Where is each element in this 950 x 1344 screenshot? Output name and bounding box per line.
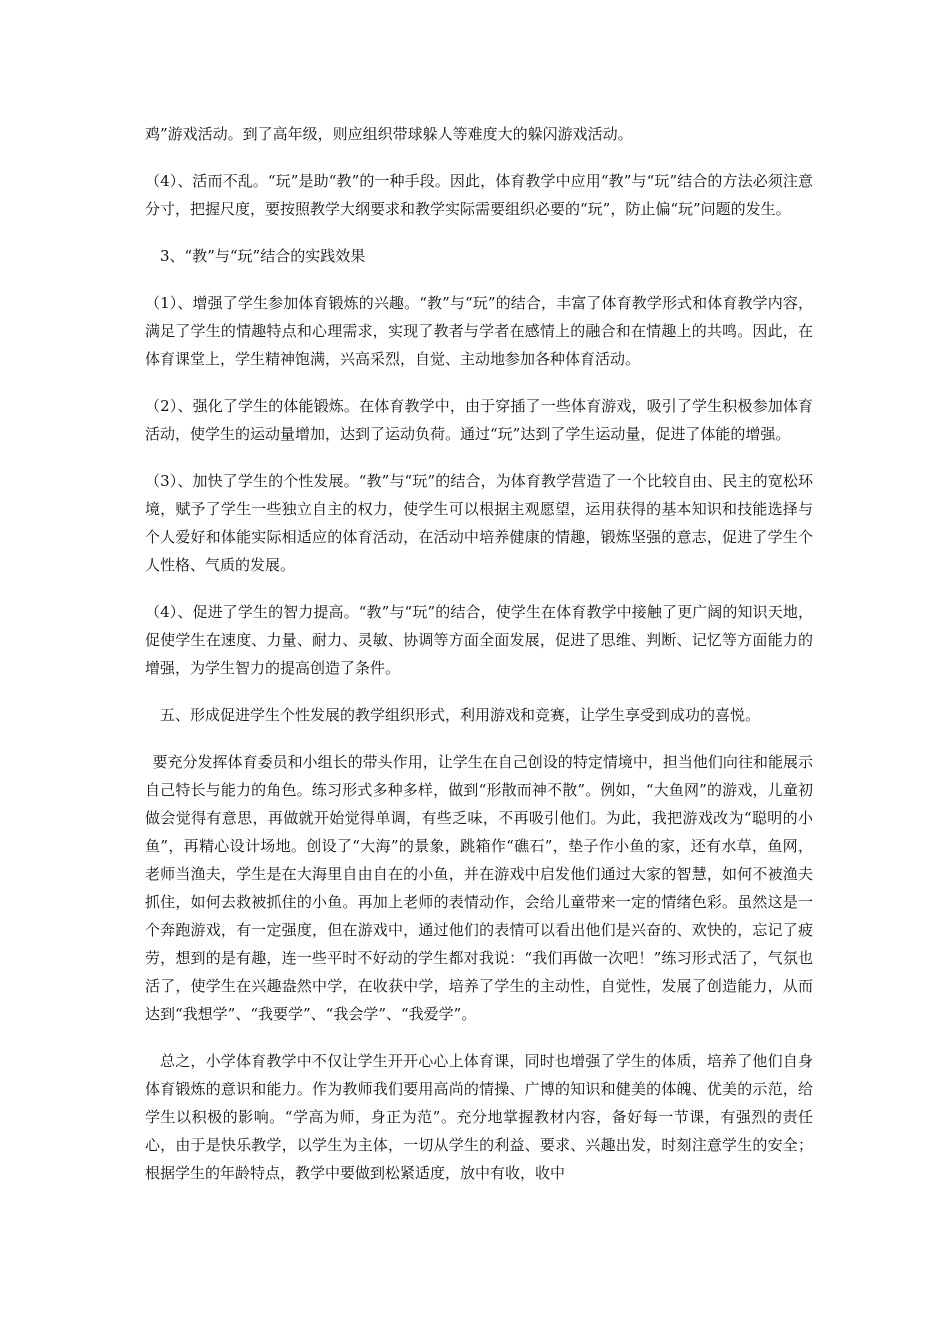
paragraph-conclusion: 总之，小学体育教学中不仅让学生开开心心上体育课，同时也增强了学生的体质，培养了他们自身体育锻炼的意识和能力。作为教师我们要用高尚的情操、广博的知识和健美的体魄、优美的示范，给学生以积极的影响。“学高为师，身正为范”。充分地掌握教材内容，备好每一节课，有强烈的责任心，由于是快乐教学，以学生为主体，一切从学生的利益、要求、兴趣出发，时刻注意学生的安全；根据学生的年龄特点，教学中要做到松紧适度，放中有收，收中 <box>145 1052 813 1182</box>
document-page <box>145 120 813 1206</box>
section-heading-5: 五、形成促进学生个性发展的教学组织形式，利用游戏和竞赛，让学生享受到成功的喜悦。 <box>160 706 761 724</box>
paragraph-effect-4: （4）、促进了学生的智力提高。“教”与“玩”的结合，使学生在体育教学中接触了更广阔的知识天地，促使学生在速度、力量、耐力、灵敏、协调等方面全面发展，促进了思维、判断、记忆等方面能力的增强，为学生智力的提高创造了条件。 <box>145 603 813 677</box>
paragraph-continuation: 鸡”游戏活动。到了高年级，则应组织带球躲人等难度大的躲闪游戏活动。 <box>145 125 633 143</box>
paragraph-group-leaders: 要充分发挥体育委员和小组长的带头作用，让学生在自己创设的特定情境中，担当他们向往和能展示自己特长与能力的角色。练习形式多种多样，做到“形散而神不散”。例如，“大鱼网”的游戏，儿童初做会觉得有意思，再做就开始觉得单调，有些乏味，不再吸引他们。为此，我把游戏改为“聪明的小鱼”，再精心设计场地。创设了“大海”的景象，跳箱作“礁石”，垫子作小鱼的家，还有水草，鱼网，老师当渔夫，学生是在大海里自由自在的小鱼，并在游戏中启发他们通过大家的智慧，如何不被渔夫抓住，如何去救被抓住的小鱼。再加上老师的表情动作，会给儿童带来一定的情绪色彩。虽然这是一个奔跑游戏，有一定强度，但在游戏中，通过他们的表情可以看出他们是兴奋的、欢快的，忘记了疲劳，想到的是有趣，连一些平时不好动的学生都对我说：“我们再做一次吧！”练习形式活了，气氛也活了，使学生在兴趣盎然中学，在收获中学，培养了学生的主动性，自觉性，发展了创造能力，从而达到“我想学”、“我要学”、“我会学”、“我爱学”。 <box>145 753 813 1023</box>
paragraph-effect-1: （1）、增强了学生参加体育锻炼的兴趣。“教”与“玩”的结合，丰富了体育教学形式和体育教学内容，满足了学生的情趣特点和心理需求，实现了教者与学者在感情上的融合和在情趣上的共鸣。因此，在体育课堂上，学生精神饱满，兴高采烈，自觉、主动地参加各种体育活动。 <box>145 294 813 368</box>
paragraph-point-4-lively-not-chaotic: （4）、活而不乱。“玩”是助“教”的一种手段。因此，体育教学中应用“教”与“玩”结合的方法必须注意分寸，把握尺度，要按照教学大纲要求和教学实际需要组织必要的“玩”，防止偏“玩”问题的发生。 <box>145 172 813 218</box>
paragraph-effect-3: （3）、加快了学生的个性发展。“教”与“玩”的结合，为体育教学营造了一个比较自由、民主的宽松环境，赋予了学生一些独立自主的权力，使学生可以根据主观愿望，运用获得的基本知识和技能选择与个人爱好和体能实际相适应的体育活动，在活动中培养健康的情趣，锻炼坚强的意志，促进了学生个人性格、气质的发展。 <box>145 472 813 574</box>
paragraph-effect-2: （2）、强化了学生的体能锻炼。在体育教学中，由于穿插了一些体育游戏，吸引了学生积极参加体育活动，使学生的运动量增加，达到了运动负荷。通过“玩”达到了学生运动量，促进了体能的增强。 <box>145 397 813 443</box>
section-heading-3: 3、“教”与“玩”结合的实践效果 <box>160 247 366 265</box>
